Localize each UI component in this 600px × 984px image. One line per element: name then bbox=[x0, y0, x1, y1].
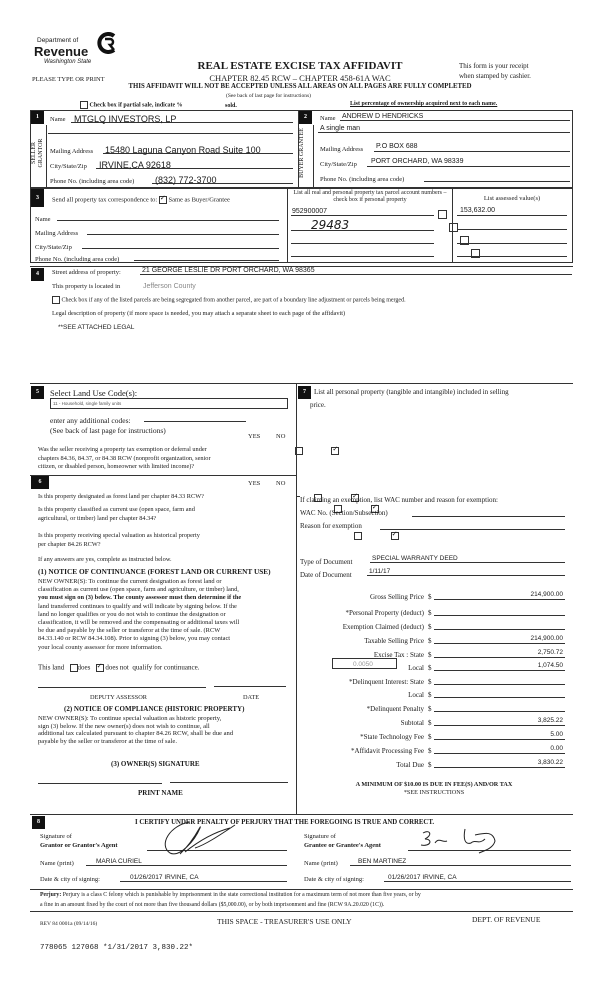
legal-description[interactable]: **SEE ATTACHED LEGAL bbox=[58, 324, 135, 331]
exemption-question: Was the seller receiving a property tax exemption or deferral under chapters 84.36, 84.37, or 84.38 RCW (nonprofit organization, senior citizen, or disabled person, homeowner with limited income)? bbox=[38, 446, 211, 470]
tax-row-value[interactable] bbox=[434, 621, 565, 630]
grantee-name[interactable]: BEN MARTINEZ bbox=[358, 858, 407, 865]
grantee-date[interactable]: 01/26/2017 IRVINE, CA bbox=[388, 874, 457, 881]
tax-row-amount: 214,900.00 bbox=[530, 591, 563, 598]
logo-state: Washington State bbox=[44, 59, 92, 65]
personal-property-text-2: price. bbox=[310, 401, 326, 409]
local-rate-box[interactable] bbox=[332, 658, 397, 669]
tax-row-value[interactable] bbox=[434, 703, 565, 712]
assessed-4[interactable] bbox=[457, 248, 567, 257]
current-use-question: Is this property classified as current use (open space, farm and agricultural, or timber) land per chapter 84.34? bbox=[38, 506, 195, 522]
grantor-name[interactable]: MARIA CURIEL bbox=[96, 858, 142, 865]
assessed-1[interactable]: 153,632.00 bbox=[460, 207, 496, 214]
section-number-3: 3 bbox=[31, 189, 44, 207]
tax-row-amount: 5.00 bbox=[550, 731, 563, 738]
land-use-title: Select Land Use Code(s): bbox=[50, 388, 138, 398]
this-land-row: This land does ✓ does not qualify for continuance. bbox=[38, 664, 199, 672]
print-name-label: PRINT NAME bbox=[138, 789, 183, 797]
treasurer-use: THIS SPACE - TREASURER'S USE ONLY bbox=[217, 917, 352, 926]
additional-codes-field[interactable] bbox=[144, 413, 246, 422]
form-title: REAL ESTATE EXCISE TAX AFFIDAVIT bbox=[197, 60, 403, 72]
send-correspondence bbox=[52, 196, 230, 204]
receipt-note-1: This form is your receipt bbox=[459, 62, 529, 70]
tax-row-label: *Delinquent Interest: State bbox=[348, 678, 424, 686]
tax-row-value[interactable] bbox=[434, 649, 565, 658]
logo-dept-of: Department of bbox=[37, 37, 79, 44]
deputy-date-label: DATE bbox=[243, 694, 260, 701]
assessed-2[interactable] bbox=[457, 221, 567, 230]
reason-label: Reason for exemption bbox=[300, 522, 362, 530]
historical-question: Is this property receiving special valuation as historical property per chapter 84.26 RCW? bbox=[38, 532, 200, 548]
county-value[interactable]: Jefferson County bbox=[143, 283, 196, 290]
forest-question: Is this property designated as forest land per chapter 84.33 RCW? bbox=[38, 493, 204, 500]
tax-row-label: Gross Selling Price bbox=[369, 593, 424, 601]
seller-grantor-label: SELLER GRANTOR bbox=[31, 138, 44, 168]
tax-row-label: *Delinquent Penalty bbox=[366, 705, 424, 713]
section-number-7: 7 bbox=[298, 386, 311, 399]
buyer-phone-label: Phone No. (including area code) bbox=[320, 176, 405, 183]
no-header: NO bbox=[276, 433, 286, 440]
seller-mail-label: Mailing Address bbox=[50, 148, 94, 155]
currency-sign: $ bbox=[428, 664, 432, 672]
perjury-note-2: a fine in an amount fixed by the court of not more than five thousand dollars ($5,000.00), or by both imprisonment and fine (RCW 9A.20.020 (1C)). bbox=[40, 902, 385, 908]
street-address[interactable]: 21 GEORGE LESLIE DR PORT ORCHARD, WA 98365 bbox=[142, 267, 315, 274]
doc-date-value[interactable]: 1/11/17 bbox=[369, 568, 391, 575]
sec3-name-field[interactable] bbox=[57, 212, 279, 221]
notice-continuance-text: NEW OWNER(S): To continue the current designation as forest land or classification as current use (open space, farm and agriculture, or timber) land, you must sign on (3) below. The county assessor must then determine if the land transferred continues to qualify and will indicate by signing below. If the land no longer qualifies or you do not wish to continue the designation or classification, it will be removed and the compensating or additional taxes will be due and payable by the seller or transferor at the time of sale. (RCW 84.33.140 or RCW 84.34.108). Prior to signing (3) below, you may contact your local county assessor for more information. bbox=[38, 578, 242, 651]
tax-row-label: Exemption Claimed (deduct) bbox=[342, 623, 424, 631]
parcel-1[interactable]: 952900007 bbox=[292, 208, 328, 215]
grantor-name-label: Name (print) bbox=[40, 860, 74, 867]
assessed-header: List assessed value(s) bbox=[483, 195, 541, 202]
owner-signature-label: (3) OWNER(S) SIGNATURE bbox=[111, 760, 200, 768]
land-use-code-select[interactable] bbox=[50, 398, 288, 409]
minimum-note: A MINIMUM OF $10.00 IS DUE IN FEE(S) AND/OR TAX bbox=[355, 781, 513, 788]
parcel-2-handwritten[interactable]: 29483 bbox=[311, 218, 350, 232]
tax-row-amount: 214,900.00 bbox=[530, 635, 563, 642]
yes-header: YES bbox=[248, 433, 261, 440]
see-instructions: *SEE INSTRUCTIONS bbox=[403, 789, 465, 796]
buyer-name[interactable]: ANDREW D HENDRICKS bbox=[342, 113, 424, 120]
same-as-buyer-label: Same as Buyer/Grantee bbox=[168, 196, 230, 204]
partial-sale-checkbox[interactable] bbox=[80, 101, 88, 109]
tax-row-amount: 0.00 bbox=[550, 745, 563, 752]
seller-city-label: City/State/Zip bbox=[50, 163, 87, 170]
tax-row-value[interactable] bbox=[434, 731, 565, 740]
currency-sign: $ bbox=[428, 691, 432, 699]
buyer-name-label: Name bbox=[320, 115, 336, 122]
if-yes-note: If any answers are yes, complete as instructed below. bbox=[38, 556, 172, 563]
tax-row-amount: 1,074.50 bbox=[537, 662, 563, 669]
dor-logo-icon bbox=[96, 32, 118, 54]
tax-row-label: Local bbox=[408, 691, 424, 699]
tax-row-value[interactable] bbox=[434, 745, 565, 754]
tax-row-value[interactable] bbox=[434, 662, 565, 671]
partial-sale bbox=[80, 101, 183, 109]
doc-date-label: Date of Document bbox=[300, 571, 352, 579]
dept-of-revenue: DEPT. OF REVENUE bbox=[472, 915, 541, 924]
additional-codes-label: enter any additional codes: bbox=[50, 416, 131, 425]
wac-field[interactable] bbox=[412, 508, 565, 517]
seller-name-label: Name bbox=[50, 116, 66, 123]
segregated-label: Check box if any of the listed parcels are being segregated from another parcel, are part of a boundary line adjustment or parcels being merged. bbox=[61, 297, 406, 304]
notice-continuance-title: (1) NOTICE OF CONTINUANCE (FOREST LAND OR CURRENT USE) bbox=[38, 567, 271, 576]
tax-row-value[interactable] bbox=[434, 676, 565, 685]
seller-mail[interactable]: 15480 Laguna Canyon Road Suite 100 bbox=[105, 145, 261, 155]
currency-sign: $ bbox=[428, 593, 432, 601]
section-number-6: 6 bbox=[31, 476, 49, 489]
grantee-date-label: Date & city of signing: bbox=[304, 876, 364, 883]
partial-label: Check box if partial sale, indicate % bbox=[89, 102, 183, 109]
warning: THIS AFFIDAVIT WILL NOT BE ACCEPTED UNLESS ALL AREAS ON ALL PAGES ARE FULLY COMPLETED bbox=[128, 83, 472, 90]
tax-row-label: Taxable Selling Price bbox=[364, 637, 424, 645]
tax-row-amount: 2,750.72 bbox=[537, 649, 563, 656]
tax-row-label: *State Technology Fee bbox=[360, 733, 424, 741]
sec6-no-header: NO bbox=[276, 480, 286, 487]
street-label: Street address of property: bbox=[52, 269, 121, 276]
sec3-mail-field[interactable] bbox=[87, 226, 279, 235]
reason-field[interactable] bbox=[380, 521, 565, 530]
section-number-2: 2 bbox=[299, 111, 312, 124]
located-label: This property is located in bbox=[52, 283, 121, 290]
buyer-name-2[interactable]: A single man bbox=[320, 125, 361, 132]
section-number-4: 4 bbox=[31, 268, 44, 281]
parcel-header: List all real and personal property tax parcel account numbers – check box if personal property bbox=[293, 190, 447, 203]
seller-city[interactable]: IRVINE,CA 92618 bbox=[99, 160, 171, 170]
parcel-4[interactable] bbox=[291, 248, 434, 257]
land-use-code-value: 11 - Household, single family units bbox=[53, 401, 122, 406]
segregated-checkbox[interactable] bbox=[52, 296, 60, 304]
section-number-1: 1 bbox=[31, 111, 44, 124]
seller-phone[interactable]: (832) 772-3700 bbox=[155, 175, 217, 185]
tax-row-value[interactable] bbox=[434, 591, 565, 600]
tax-row-value[interactable] bbox=[434, 717, 565, 726]
currency-sign: $ bbox=[428, 637, 432, 645]
form-chapter: CHAPTER 82.45 RCW – CHAPTER 458-61A WAC bbox=[209, 73, 391, 83]
section-number-5: 5 bbox=[31, 386, 44, 399]
form-revision: REV 84 0001a (09/14/16) bbox=[40, 921, 98, 927]
receipt-note-2: when stamped by cashier. bbox=[459, 72, 531, 80]
currency-sign: $ bbox=[428, 761, 432, 769]
sold-label: sold. bbox=[225, 103, 237, 109]
buyer-city-label: City/State/Zip bbox=[320, 161, 357, 168]
tax-row-value[interactable] bbox=[434, 689, 565, 698]
personal-property-checkbox-1[interactable] bbox=[438, 210, 447, 219]
see-back: (See back of last page for instructions) bbox=[226, 93, 311, 99]
grantee-signature-icon bbox=[415, 825, 515, 855]
grantee-sig-of: Signature of bbox=[304, 833, 336, 840]
historical-yes-checkbox[interactable] bbox=[354, 532, 362, 540]
tax-row-amount: 3,830.22 bbox=[537, 759, 563, 766]
sec3-mail-label: Mailing Address bbox=[35, 230, 79, 237]
tax-row-value[interactable] bbox=[434, 635, 565, 644]
sec3-name-label: Name bbox=[35, 216, 51, 223]
sec3-city-field[interactable] bbox=[82, 240, 279, 249]
section-number-8: 8 bbox=[32, 816, 45, 829]
tax-row-value[interactable] bbox=[434, 759, 565, 768]
wac-label: WAC No. (Section/Subsection) bbox=[300, 509, 388, 517]
tax-row-label: *Personal Property (deduct) bbox=[345, 609, 424, 617]
grantor-date-label: Date & city of signing: bbox=[40, 876, 100, 883]
tax-row-label: Total Due bbox=[396, 761, 424, 769]
same-as-buyer-checkbox[interactable] bbox=[159, 196, 167, 204]
send-label: Send all property tax correspondence to: bbox=[52, 196, 158, 204]
buyer-mail[interactable]: P.O BOX 688 bbox=[376, 143, 418, 150]
currency-sign: $ bbox=[428, 609, 432, 617]
notice-compliance-text: NEW OWNER(S): To continue special valuation as historic property, sign (3) below. If the new owner(s) does not wish to continue, all additional tax calculated pursuant to chapter 84.26 RCW, shall be due and payable by the seller or transferor at the time of sale. bbox=[38, 715, 234, 745]
sec3-phone-field[interactable] bbox=[134, 252, 279, 261]
seller-name[interactable]: MTGLQ INVESTORS, LP bbox=[74, 114, 177, 124]
does-not-checkbox[interactable] bbox=[96, 664, 104, 672]
buyer-phone[interactable] bbox=[424, 173, 570, 182]
grantee-name-label: Name (print) bbox=[304, 860, 338, 867]
exemption-header: If claiming an exemption, list WAC number and reason for exemption: bbox=[300, 496, 498, 504]
currency-sign: $ bbox=[428, 719, 432, 727]
buyer-grantee-label: BUYER GRANTEE bbox=[299, 128, 305, 178]
currency-sign: $ bbox=[428, 747, 432, 755]
local-rate-value: 0.0050 bbox=[353, 661, 373, 668]
segregated-row bbox=[52, 296, 406, 304]
sec3-phone-label: Phone No. (including area code) bbox=[35, 256, 120, 263]
tax-row-label: *Affidavit Processing Fee bbox=[351, 747, 424, 755]
currency-sign: $ bbox=[428, 623, 432, 631]
perjury-note: Perjury: Perjury is a class C felony which is punishable by imprisonment in the state correctional institution for a maximum term of not more than five years, or by bbox=[40, 892, 421, 898]
grantor-date[interactable]: 01/26/2017 IRVINE, CA bbox=[130, 874, 199, 881]
please-type: PLEASE TYPE OR PRINT bbox=[32, 76, 105, 83]
buyer-mail-label: Mailing Address bbox=[320, 146, 364, 153]
cashier-stamp: 778065 127068 *1/31/2017 3,830.22* bbox=[40, 944, 194, 952]
tax-row-label: Local bbox=[408, 664, 424, 672]
grantor-agent-label: Grantor or Grantor's Agent bbox=[40, 842, 118, 849]
grantor-signature-icon bbox=[150, 820, 240, 860]
logo-revenue: Revenue bbox=[34, 44, 89, 59]
historical-no-checkbox[interactable] bbox=[391, 532, 399, 540]
tax-row-value[interactable] bbox=[434, 607, 565, 616]
personal-property-text: List all personal property (tangible and intangible) included in selling bbox=[314, 388, 509, 396]
grantee-agent-label: Grantee or Grantee's Agent bbox=[304, 842, 381, 849]
does-checkbox[interactable] bbox=[70, 664, 78, 672]
exemption-yes-checkbox[interactable] bbox=[295, 447, 303, 455]
tax-row-label: Subtotal bbox=[400, 719, 424, 727]
currency-sign: $ bbox=[428, 678, 432, 686]
legal-label: Legal description of property (if more space is needed, you may attach a separate sheet to each page of the affidavit) bbox=[52, 310, 346, 317]
parcel-3[interactable] bbox=[291, 235, 434, 244]
tax-row-amount: 3,825.22 bbox=[537, 717, 563, 724]
buyer-city[interactable]: PORT ORCHARD, WA 98339 bbox=[371, 158, 464, 165]
certify-statement: I CERTIFY UNDER PENALTY OF PERJURY THAT THE FOREGOING IS TRUE AND CORRECT. bbox=[135, 819, 435, 826]
assessed-3[interactable] bbox=[457, 235, 567, 244]
seller-phone-label: Phone No. (including area code) bbox=[50, 178, 135, 185]
sec5-see-back: (See back of last page for instructions) bbox=[50, 426, 166, 435]
list-pct-note: List percentage of ownership acquired next to each name. bbox=[350, 101, 498, 107]
currency-sign: $ bbox=[428, 651, 432, 659]
grantor-sig-of: Signature of bbox=[40, 833, 72, 840]
deputy-assessor-label: DEPUTY ASSESSOR bbox=[90, 694, 147, 701]
currency-sign: $ bbox=[428, 705, 432, 713]
tax-row-label: Excise Tax : State bbox=[373, 651, 424, 659]
doc-type-label: Type of Document bbox=[300, 558, 353, 566]
exemption-no-checkbox[interactable] bbox=[331, 447, 339, 455]
doc-type-value[interactable]: SPECIAL WARRANTY DEED bbox=[372, 555, 458, 562]
currency-sign: $ bbox=[428, 733, 432, 741]
sec6-yes-header: YES bbox=[248, 480, 261, 487]
notice-compliance-title: (2) NOTICE OF COMPLIANCE (HISTORIC PROPERTY) bbox=[64, 705, 245, 713]
sec3-city-label: City/State/Zip bbox=[35, 244, 72, 251]
